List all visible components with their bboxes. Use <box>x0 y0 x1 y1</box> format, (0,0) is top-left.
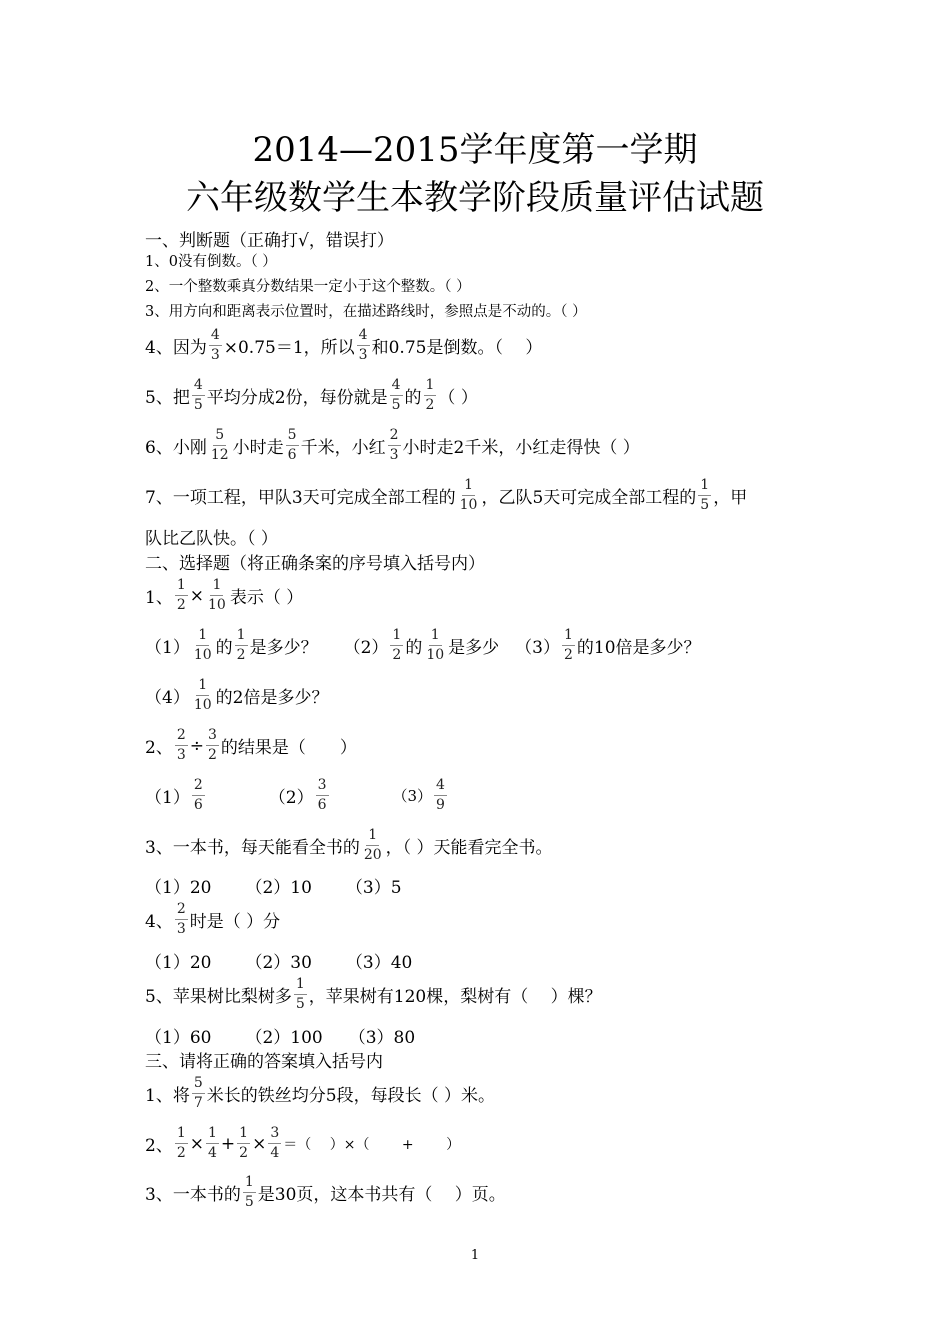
fraction: $\frac{1}{10}$ <box>208 577 226 613</box>
text-segment: 的 <box>215 638 233 658</box>
fraction: $\frac{4}{9}$ <box>436 777 445 813</box>
text-segment: ，甲 <box>713 488 748 508</box>
s2-q3-options <box>145 873 402 898</box>
text-segment: 是30页，这本书共有（ ）页。 <box>257 1185 506 1205</box>
fraction: $\frac{4}{3}$ <box>358 327 368 363</box>
title-exam-name: 六年级数学生本教学阶段质量评估试题 <box>186 178 764 218</box>
fraction: $\frac{4}{5}$ <box>391 377 401 413</box>
fraction: $\frac{5}{12}$ <box>210 427 229 463</box>
s2-q1-option-4 <box>145 676 328 715</box>
text-segment: 一、判断题（正确打√，错误打） <box>145 231 394 251</box>
text-segment: 二、选择题（将正确条案的序号填入括号内） <box>145 554 485 574</box>
text-segment: 1、将 <box>145 1086 190 1106</box>
text-segment: （2）100 <box>245 1028 323 1048</box>
fraction: $\frac{1}{10}$ <box>426 627 445 663</box>
s1-question-4 <box>145 326 542 365</box>
text-segment: 米长的铁丝均分5段，每段长（ ）米。 <box>206 1086 495 1106</box>
text-segment: 千米，小红 <box>300 438 386 458</box>
text-segment: 是多少 <box>448 638 500 658</box>
fraction: $\frac{1}{2}$ <box>176 577 186 613</box>
text-segment: ÷ <box>189 735 204 756</box>
text-segment: 1、 <box>145 588 173 608</box>
s1-question-3 <box>145 300 587 321</box>
s2-question-3 <box>145 826 553 865</box>
text-segment: （1）20 <box>145 953 212 973</box>
text-segment: 小时走 <box>232 438 284 458</box>
text-segment: 和0.75是倒数。（ ） <box>371 338 543 358</box>
text-segment: 6、小刚 <box>145 438 207 458</box>
s2-q4-options <box>145 948 412 973</box>
s2-q5-options <box>145 1023 415 1048</box>
text-segment: 4、 <box>145 912 173 932</box>
text-segment: × <box>189 585 204 606</box>
fraction: $\frac{5}{6}$ <box>287 427 297 463</box>
fraction: $\frac{2}{6}$ <box>193 777 203 813</box>
fraction: $\frac{1}{5}$ <box>700 477 710 513</box>
s2-q1-options-row <box>145 626 701 665</box>
fraction: $\frac{1}{2}$ <box>176 1125 186 1161</box>
s1-question-6 <box>145 426 640 465</box>
text-segment: 1、0没有倒数。（ ） <box>145 254 277 270</box>
text-segment: 3、一本书，每天能看全书的 <box>145 838 360 858</box>
s3-question-3 <box>145 1173 506 1212</box>
s2-question-2 <box>145 726 357 765</box>
text-segment: （1） <box>145 788 190 808</box>
fraction: $\frac{2}{3}$ <box>176 727 186 763</box>
text-segment: 的 <box>404 388 422 408</box>
text-segment: × <box>189 1133 204 1154</box>
fraction: $\frac{4}{5}$ <box>193 377 203 413</box>
fraction: $\frac{1}{2}$ <box>392 627 402 663</box>
fraction: $\frac{1}{5}$ <box>295 976 305 1012</box>
fraction: $\frac{4}{3}$ <box>210 327 220 363</box>
text-segment: 是多少？ <box>249 638 318 658</box>
text-segment: + <box>220 1133 236 1154</box>
text-segment: 4、因为 <box>145 338 207 358</box>
title-year-term: 2014—2015学年度第一学期 <box>252 130 698 170</box>
text-segment: 3、用方向和距离表示位置时，在描述路线时，参照点是不动的。（ ） <box>145 304 587 320</box>
text-segment: （2）10 <box>245 878 312 898</box>
section-1-heading <box>145 226 394 251</box>
fraction: $\frac{5}{7}$ <box>193 1075 203 1111</box>
text-segment: （3）80 <box>348 1028 416 1048</box>
s3-question-2 <box>145 1124 460 1163</box>
section-2-heading <box>145 549 485 574</box>
text-segment: ，（ ）天能看完全书。 <box>385 838 553 858</box>
text-segment: 三、请将正确的答案填入括号内 <box>145 1052 383 1072</box>
text-segment: 平均分成2份，每份就是 <box>206 388 388 408</box>
fraction: $\frac{3}{6}$ <box>317 777 327 813</box>
option-3: （3） <box>515 638 560 658</box>
fraction: $\frac{3}{4}$ <box>270 1125 280 1161</box>
fraction: $\frac{1}{20}$ <box>363 827 382 863</box>
text-segment: （1）60 <box>145 1028 212 1048</box>
text-segment: 7、一项工程，甲队3天可完成全部工程的 <box>145 488 456 508</box>
s1-question-1 <box>145 250 277 271</box>
text-segment: （1）20 <box>145 878 212 898</box>
option-1: （1） <box>145 638 190 658</box>
text-segment: 表示（ ） <box>229 588 304 608</box>
text-segment: （3）5 <box>345 878 402 898</box>
text-segment: 的结果是（ ） <box>220 738 357 758</box>
fraction: $\frac{1}{2}$ <box>236 627 246 663</box>
text-segment: （ ） <box>438 388 478 408</box>
option-2: （2） <box>343 638 389 658</box>
text-segment: 2、 <box>145 738 173 758</box>
text-segment: 2、 <box>145 1136 173 1156</box>
text-segment: ，乙队5天可完成全部工程的 <box>481 488 697 508</box>
text-segment: （2） <box>268 788 314 808</box>
text-segment: ＝（ ）×（ + ） <box>283 1136 461 1153</box>
s2-q2-options-row <box>145 776 449 815</box>
fraction: $\frac{1}{10}$ <box>193 627 212 663</box>
text-segment: 小时走2千米，小红走得快（ ） <box>402 438 640 458</box>
s1-question-7-cont <box>145 524 278 549</box>
text-segment: ，苹果树有120棵，梨树有（ ）棵？ <box>308 987 602 1007</box>
fraction: $\frac{2}{3}$ <box>176 901 186 937</box>
fraction: $\frac{1}{10}$ <box>459 477 478 513</box>
s1-question-2 <box>145 275 471 296</box>
s1-question-5 <box>145 376 478 415</box>
fraction: $\frac{1}{2}$ <box>563 627 573 663</box>
text-segment: （3） <box>392 787 433 805</box>
text-segment: 的2倍是多少？ <box>215 688 329 708</box>
s2-question-1 <box>145 576 303 615</box>
fraction: $\frac{1}{4}$ <box>208 1125 217 1161</box>
text-segment: × <box>252 1133 267 1154</box>
s2-question-4 <box>145 900 280 939</box>
s1-question-7 <box>145 476 747 515</box>
fraction: $\frac{1}{10}$ <box>193 677 212 713</box>
text-segment: ×0.75＝1，所以 <box>223 338 355 358</box>
fraction: $\frac{1}{5}$ <box>244 1174 254 1210</box>
text-segment: 队比乙队快。（ ） <box>145 529 278 549</box>
text-segment: 3、一本书的 <box>145 1185 241 1205</box>
fraction: $\frac{1}{2}$ <box>425 377 435 413</box>
text-segment: （2）30 <box>245 953 312 973</box>
page-number: 1 <box>470 1248 480 1263</box>
text-segment: 5、把 <box>145 388 190 408</box>
fraction: $\frac{3}{2}$ <box>208 727 217 763</box>
text-segment: 的 <box>405 638 423 658</box>
fraction: $\frac{1}{2}$ <box>239 1125 249 1161</box>
text-segment: （3）40 <box>345 953 413 973</box>
text-segment: 的10倍是多少？ <box>576 638 701 658</box>
s3-question-1 <box>145 1074 495 1113</box>
s2-question-5 <box>145 975 602 1014</box>
text-segment: 5、苹果树比梨树多 <box>145 987 292 1007</box>
section-3-heading <box>145 1047 383 1072</box>
fraction: $\frac{2}{3}$ <box>389 427 399 463</box>
text-segment: 2、一个整数乘真分数结果一定小于这个整数。（ ） <box>145 279 471 295</box>
text-segment: （4） <box>145 688 190 708</box>
text-segment: 时是（ ）分 <box>189 912 281 932</box>
